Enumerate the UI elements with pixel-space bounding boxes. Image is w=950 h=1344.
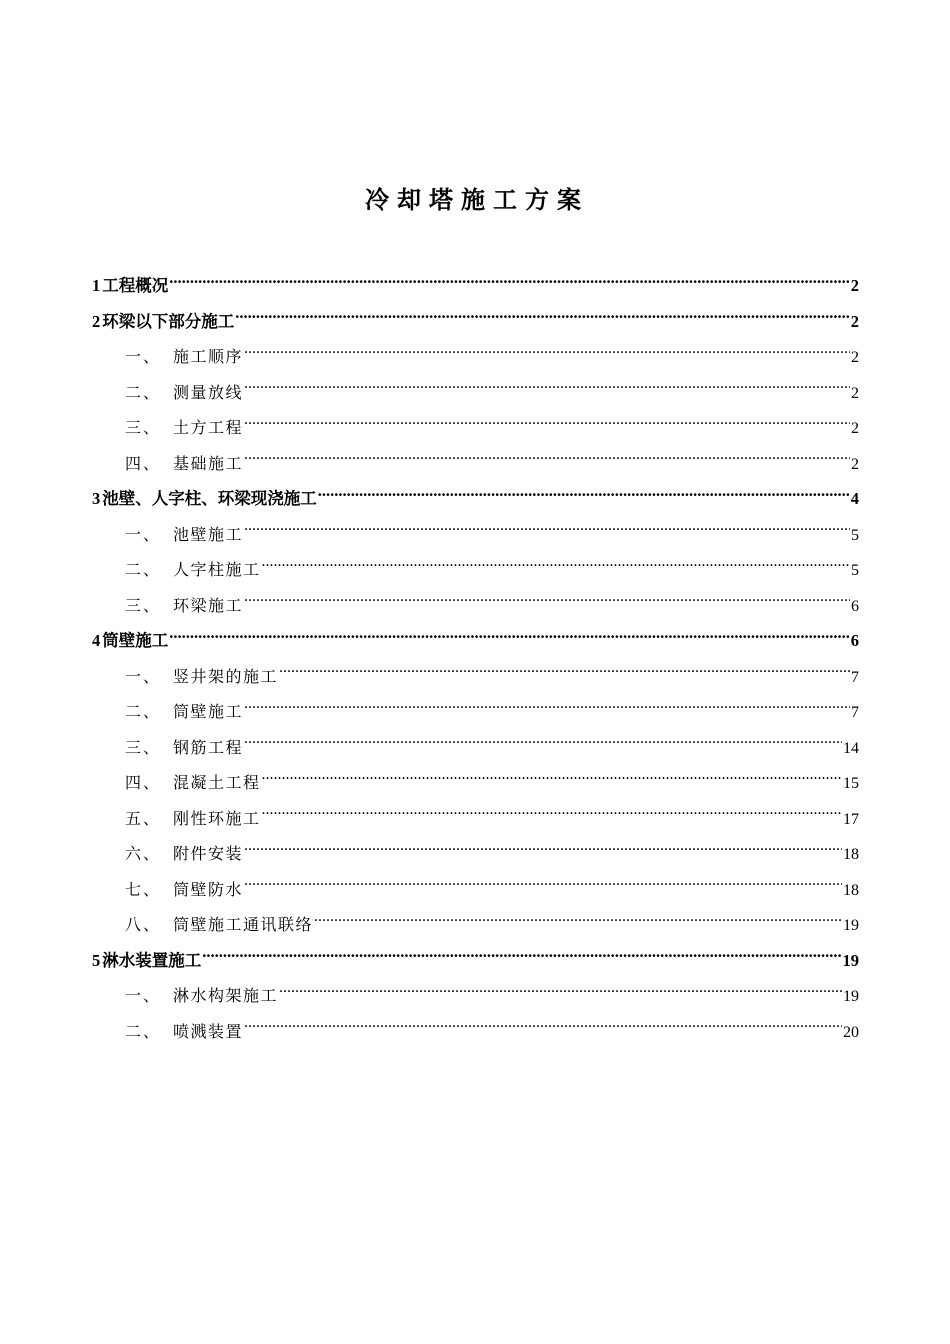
toc-entry-number: 二、 bbox=[125, 560, 162, 579]
toc-entry-number: 4 bbox=[92, 631, 101, 650]
toc-dot-leader bbox=[244, 346, 850, 362]
toc-entry[interactable] bbox=[92, 694, 859, 730]
toc-dot-leader bbox=[279, 985, 842, 1001]
toc-entry[interactable] bbox=[92, 943, 859, 979]
toc-entry[interactable] bbox=[92, 481, 859, 517]
toc-dot-leader bbox=[235, 310, 850, 327]
toc-entry[interactable] bbox=[92, 375, 859, 411]
toc-dot-leader bbox=[244, 453, 850, 469]
toc-dot-leader bbox=[169, 275, 850, 292]
toc-entry-page-number: 4 bbox=[850, 489, 859, 508]
toc-entry-title: 筒壁防水 bbox=[173, 879, 244, 899]
toc-dot-leader bbox=[169, 630, 850, 647]
toc-entry-title: 人字柱施工 bbox=[173, 560, 261, 579]
toc-entry[interactable] bbox=[92, 907, 859, 943]
toc-dot-leader bbox=[318, 488, 850, 505]
toc-entry-title: 土方工程 bbox=[173, 418, 244, 437]
toc-dot-leader bbox=[244, 382, 850, 398]
toc-entry-page-number: 6 bbox=[850, 631, 859, 650]
toc-entry-page-number: 2 bbox=[851, 420, 859, 437]
toc-entry-page-number: 20 bbox=[843, 1023, 859, 1041]
toc-entry-title: 淋水构架施工 bbox=[173, 986, 279, 1005]
toc-entry[interactable] bbox=[92, 517, 859, 553]
toc-entry-number: 二、 bbox=[125, 1021, 162, 1041]
toc-entry-title: 测量放线 bbox=[173, 382, 244, 402]
toc-entry-number: 四、 bbox=[125, 773, 162, 792]
toc-entry-title: 筒壁施工 bbox=[102, 631, 169, 650]
toc-entry-title: 工程概况 bbox=[102, 276, 169, 295]
toc-entry[interactable] bbox=[92, 801, 859, 837]
toc-entry-number: 三、 bbox=[125, 418, 162, 437]
toc-entry-page-number: 15 bbox=[843, 775, 859, 792]
document-title: 冷却塔施工方案 bbox=[365, 185, 589, 214]
toc-entry[interactable] bbox=[92, 730, 859, 766]
toc-entry[interactable] bbox=[92, 659, 859, 695]
toc-entry[interactable] bbox=[92, 978, 859, 1014]
toc-dot-leader bbox=[244, 701, 850, 717]
toc-entry-title: 环梁施工 bbox=[173, 595, 244, 615]
toc-entry-number: 一、 bbox=[125, 666, 162, 686]
toc-entry[interactable] bbox=[92, 1014, 859, 1050]
toc-entry-page-number: 19 bbox=[842, 950, 859, 970]
toc-entry-number: 五、 bbox=[125, 808, 162, 828]
toc-entry-page-number: 2 bbox=[850, 311, 859, 331]
toc-entry-number: 八、 bbox=[125, 915, 162, 934]
toc-entry-number: 2 bbox=[92, 311, 101, 331]
toc-entry[interactable] bbox=[92, 623, 859, 659]
toc-entry-title: 筒壁施工 bbox=[173, 702, 244, 721]
toc-entry-number: 一、 bbox=[125, 986, 162, 1005]
toc-entry[interactable] bbox=[92, 410, 859, 446]
toc-entry-page-number: 2 bbox=[850, 276, 859, 295]
toc-entry-title: 混凝土工程 bbox=[173, 773, 261, 792]
toc-entry-page-number: 6 bbox=[851, 597, 859, 615]
toc-dot-leader bbox=[279, 666, 850, 682]
toc-dot-leader bbox=[244, 1021, 842, 1037]
toc-entry[interactable] bbox=[92, 588, 859, 624]
toc-entry-number: 5 bbox=[92, 950, 101, 970]
toc-dot-leader bbox=[262, 559, 850, 575]
toc-dot-leader bbox=[262, 772, 842, 788]
toc-entry-title: 池壁、人字柱、环梁现浇施工 bbox=[102, 489, 317, 508]
toc-entry[interactable] bbox=[92, 836, 859, 872]
toc-entry-title: 环梁以下部分施工 bbox=[102, 311, 235, 331]
toc-entry-title: 淋水装置施工 bbox=[102, 950, 202, 970]
table-of-contents bbox=[92, 268, 859, 1049]
toc-entry-page-number: 14 bbox=[843, 739, 859, 757]
toc-entry[interactable] bbox=[92, 446, 859, 482]
toc-entry-page-number: 5 bbox=[851, 562, 859, 579]
toc-entry-number: 1 bbox=[92, 276, 101, 295]
toc-dot-leader bbox=[244, 879, 842, 895]
toc-entry-number: 二、 bbox=[125, 382, 162, 402]
toc-dot-leader bbox=[314, 914, 842, 930]
toc-entry-title: 基础施工 bbox=[173, 453, 244, 473]
toc-entry-number: 四、 bbox=[125, 453, 162, 473]
toc-entry-page-number: 18 bbox=[843, 846, 859, 863]
toc-entry[interactable] bbox=[92, 552, 859, 588]
toc-entry-title: 钢筋工程 bbox=[173, 737, 244, 757]
toc-dot-leader bbox=[202, 949, 841, 966]
toc-entry-page-number: 7 bbox=[851, 668, 859, 686]
toc-dot-leader bbox=[244, 524, 850, 540]
toc-entry-number: 一、 bbox=[125, 524, 162, 544]
toc-entry-number: 七、 bbox=[125, 879, 162, 899]
toc-entry-page-number: 2 bbox=[851, 349, 859, 366]
toc-entry-page-number: 7 bbox=[851, 704, 859, 721]
toc-entry-number: 一、 bbox=[125, 347, 162, 366]
toc-entry-number: 三、 bbox=[125, 737, 162, 757]
toc-entry-title: 池壁施工 bbox=[173, 524, 244, 544]
toc-entry[interactable] bbox=[92, 304, 859, 340]
toc-entry-number: 3 bbox=[92, 489, 101, 508]
toc-entry[interactable] bbox=[92, 268, 859, 304]
toc-entry[interactable] bbox=[92, 872, 859, 908]
toc-entry-page-number: 19 bbox=[843, 917, 859, 934]
toc-entry-number: 三、 bbox=[125, 595, 162, 615]
toc-entry-title: 竖井架的施工 bbox=[173, 666, 279, 686]
toc-dot-leader bbox=[244, 417, 850, 433]
toc-dot-leader bbox=[244, 843, 842, 859]
toc-dot-leader bbox=[244, 737, 842, 753]
toc-entry-title: 刚性环施工 bbox=[173, 808, 261, 828]
toc-entry-page-number: 17 bbox=[843, 810, 859, 828]
toc-entry-title: 喷溅装置 bbox=[173, 1021, 244, 1041]
toc-entry-page-number: 5 bbox=[851, 526, 859, 544]
toc-entry-title: 附件安装 bbox=[173, 844, 244, 863]
toc-dot-leader bbox=[244, 595, 850, 611]
toc-entry-title: 施工顺序 bbox=[173, 347, 244, 366]
toc-dot-leader bbox=[262, 808, 842, 824]
toc-entry-page-number: 2 bbox=[851, 455, 859, 473]
toc-entry[interactable] bbox=[92, 339, 859, 375]
toc-entry-number: 六、 bbox=[125, 844, 162, 863]
toc-entry-page-number: 18 bbox=[843, 881, 859, 899]
toc-entry-page-number: 19 bbox=[843, 988, 859, 1005]
toc-entry-page-number: 2 bbox=[851, 384, 859, 402]
toc-entry-title: 筒壁施工通讯联络 bbox=[173, 915, 314, 934]
toc-entry[interactable] bbox=[92, 765, 859, 801]
toc-entry-number: 二、 bbox=[125, 702, 162, 721]
